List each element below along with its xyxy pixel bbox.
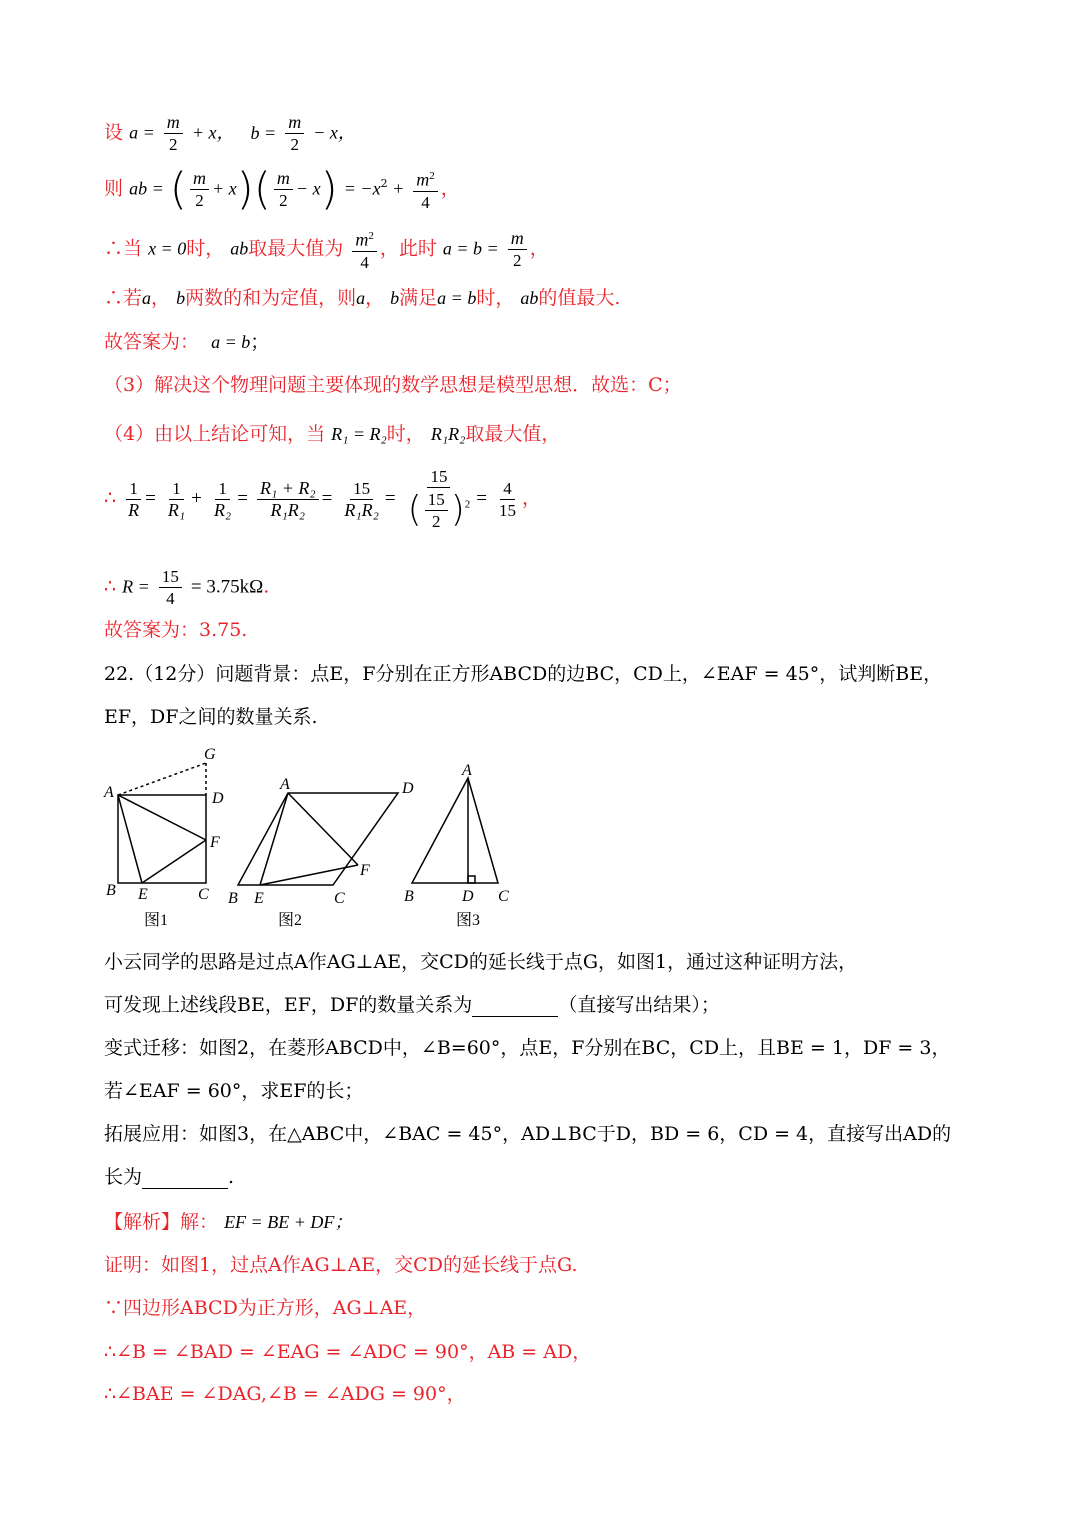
- proof-line-2: ∵四边形ABCD为正方形，AG⊥AE，: [104, 1297, 427, 1319]
- fig3-caption: 图3: [456, 912, 481, 929]
- resistance-equation: ∴ $\frac{1}{R}$ = $\frac{1}{\text{R₁}}$ + $\frac{1}{\text{R₂}}$ = $\frac{\text{R₁ + R₂}}{\text{R₁R₂}}$ = $\frac{15}{\text{R₁R₂}}$ = 15 ( $\frac{15}{2}$ )$^2$ = $\frac{4}{15}$ ，: [104, 467, 542, 531]
- fig2-caption: 图2: [278, 912, 303, 929]
- fig3-label-b: B: [404, 888, 414, 905]
- part3-line: （3）解决这个物理问题主要体现的数学思想是模型思想．故选：C；: [104, 374, 682, 396]
- fig1-label-a: A: [104, 784, 114, 801]
- body-p6: 长为 .: [104, 1166, 235, 1188]
- body-p2: 可发现上述线段BE，EF，DF的数量关系为 （直接写出结果）；: [104, 994, 720, 1016]
- q22-line2: EF，DF之间的数量关系.: [104, 706, 318, 728]
- q22-line1: 22.（12分）问题背景：点E，F分别在正方形ABCD的边BC，CD上，∠EAF = 45°，试判断BE，: [104, 663, 943, 685]
- fig1-label-c: C: [198, 886, 209, 903]
- fig3-label-d: D: [462, 888, 474, 905]
- set-ab-line: 设 a = $\frac{m}{2}$ + x， b = $\frac{m}{2}$ − x，: [104, 112, 356, 154]
- part4-line: （4）由以上结论可知，当 R₁ = R₂时， R₁R₂取最大值，: [104, 423, 561, 445]
- body-p3: 变式迁移：如图2，在菱形ABCD中，∠B=60°，点E，F分别在BC，CD上，且BE = 1，DF = 3，: [104, 1037, 951, 1059]
- body-p4: 若∠EAF = 60°，求EF的长；: [104, 1080, 364, 1102]
- fig1-label-e: E: [138, 886, 148, 903]
- fig2-label-b: B: [228, 890, 238, 907]
- proof-line-1: 证明：如图1，过点A作AG⊥AE，交CD的延长线于点G.: [104, 1254, 578, 1276]
- fig1-label-f: F: [210, 834, 220, 851]
- fig1-caption: 图1: [144, 912, 169, 929]
- body-p5: 拓展应用：如图3，在△ABC中，∠BAC = 45°，AD⊥BC于D，BD = 6，CD = 4，直接写出AD的: [104, 1123, 952, 1145]
- fig3-label-c: C: [498, 888, 509, 905]
- fig3-label-a: A: [462, 762, 472, 779]
- fig1-label-g: G: [204, 746, 216, 763]
- fig1-label-d: D: [212, 790, 224, 807]
- fig2-label-c: C: [334, 890, 345, 907]
- body-p1: 小云同学的思路是过点A作AG⊥AE，交CD的延长线于点G，如图1，通过这种证明方法，: [104, 951, 858, 973]
- r-value-line: ∴ R = $\frac{15}{4}$ = 3.75kΩ.: [104, 567, 270, 608]
- final-answer-line: 故答案为：3.75.: [104, 619, 248, 641]
- answer-ab-line: 故答案为： a = b；: [104, 331, 270, 353]
- figure-1: [118, 763, 206, 883]
- fig2-label-e: E: [254, 890, 264, 907]
- analysis-line: 【解析】解： EF = BE + DF；: [104, 1211, 353, 1233]
- answer-blank-1[interactable]: [472, 996, 558, 1017]
- figure-2: [238, 793, 398, 885]
- therefore-conclusion-line: ∴若a， b两数的和为定值，则a， b满足a = b时， ab的值最大.: [104, 287, 621, 309]
- figure-3: [412, 778, 498, 883]
- geometry-figures: [100, 745, 540, 930]
- answer-blank-2[interactable]: [142, 1168, 228, 1189]
- fig2-label-f: F: [360, 862, 370, 879]
- fig2-label-a: A: [280, 776, 290, 793]
- then-ab-line: 则 ab = ( $\frac{m}{2}$ + x)( $\frac{m}{2}$ − $x) = -x^2$ + $\frac{m^2}{4}$ ，: [104, 163, 460, 215]
- proof-line-4: ∴∠BAE = ∠DAG,∠B = ∠ADG = 90°，: [104, 1383, 466, 1405]
- therefore-max-line: ∴当 x = 0时， ab取最大值为 $\frac{m^2}{4}$ ，此时 a = b = $\frac{m}{2}$ ，: [104, 227, 549, 272]
- proof-line-3: ∴∠B = ∠BAD = ∠EAG = ∠ADC = 90°，AB = AD，: [104, 1341, 592, 1363]
- fig2-label-d: D: [402, 780, 414, 797]
- fig1-label-b: B: [106, 882, 116, 899]
